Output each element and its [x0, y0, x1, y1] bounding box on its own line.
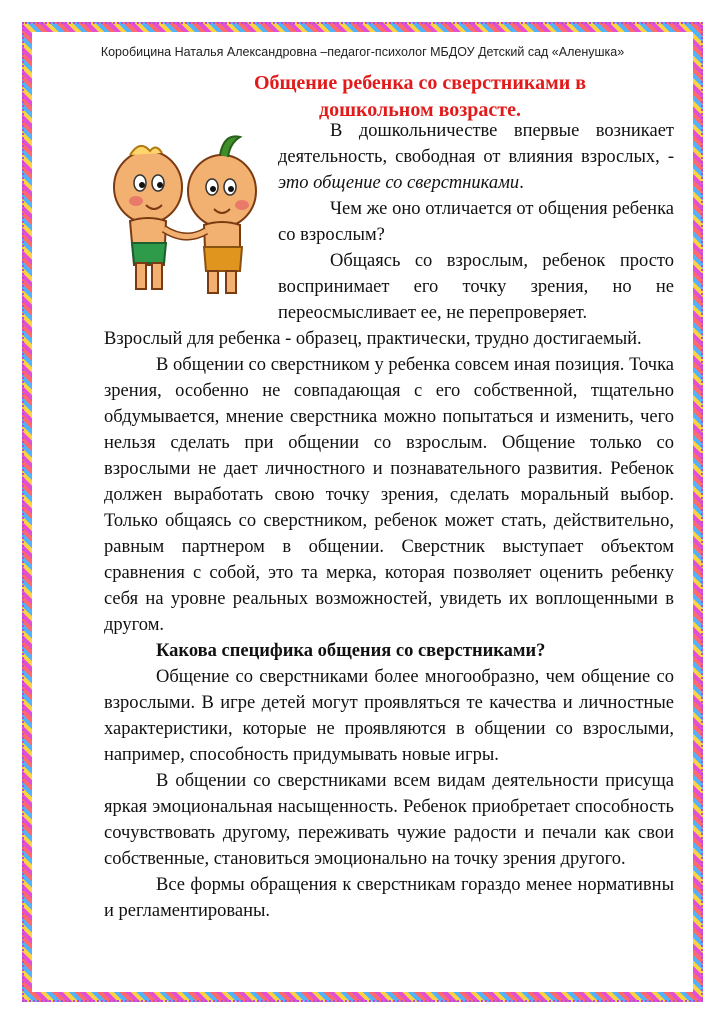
- body-paragraph-3-continued: Взрослый для ребенка - образец, практически, трудно достигаемый.: [104, 329, 642, 349]
- body-paragraph-7: Все формы обращения к сверстникам гораздо менее нормативны и регламентированы.: [104, 875, 674, 921]
- intro-paragraph-2: Чем же оно отличается от общения ребенка со взрослым?: [278, 199, 674, 245]
- intro-paragraph-1: [278, 118, 674, 196]
- section-subheading: Какова специфика общения со сверстниками?: [156, 641, 546, 661]
- children-illustration-icon: [100, 125, 275, 305]
- body-paragraph-6: В общении со сверстниками всем видам деятельности присуща яркая эмоциональная насыщенность. Ребенок приобретает способность сочувствовать другому, переживать чужие радости и печали как свои собственные, становиться эмоционально на точку зрения другого.: [104, 771, 674, 869]
- body-paragraph-5: Общение со сверстниками более многообразно, чем общение со взрослыми. В игре детей могут проявляться те качества и личностные характеристики, которые не проявляются в общении со взрослыми, например, способность придумывать новые игры.: [104, 667, 674, 765]
- intro-text: [278, 118, 674, 326]
- body-text: [104, 326, 674, 924]
- intro-p1-start: В дошкольничестве впервые возникает деятельность, свободная от влияния взрослых, -: [278, 121, 674, 167]
- intro-p1-italic: это общение со сверстниками: [278, 173, 520, 193]
- page-title: [200, 70, 640, 124]
- body-paragraph-4: В общении со сверстником у ребенка совсем иная позиция. Точка зрения, особенно не совпадающая с его собственной, тщательно обдумывается, мнение сверстника можно попытаться и изменить, чего нельзя сделать при общении со взрослым. Общение только со взрослыми не дает личностного и познавательного развития. Ребенок должен выработать свою точку зрения, сделать моральный выбор. Только общаясь со сверстником, ребенок может стать, действительно, равным партнером в общении. Сверстник выступает объектом сравнения с собой, это та мерка, которая позволяет оценить ребенку себя на уровне реальных возможностей, увидеть их воплощенными в другом.: [104, 355, 674, 635]
- page-header: Коробицина Наталья Александровна –педагог-психолог МБДОУ Детский сад «Аленушка»: [100, 45, 625, 59]
- intro-p1-end: .: [519, 173, 524, 193]
- intro-paragraph-3: Общаясь со взрослым, ребенок просто воспринимает его точку зрения, но не переосмысливает ее, не перепроверяет.: [278, 251, 674, 323]
- title-line-1: Общение ребенка со сверстниками в: [253, 72, 587, 94]
- title-line-2: дошкольном возрасте.: [319, 99, 521, 121]
